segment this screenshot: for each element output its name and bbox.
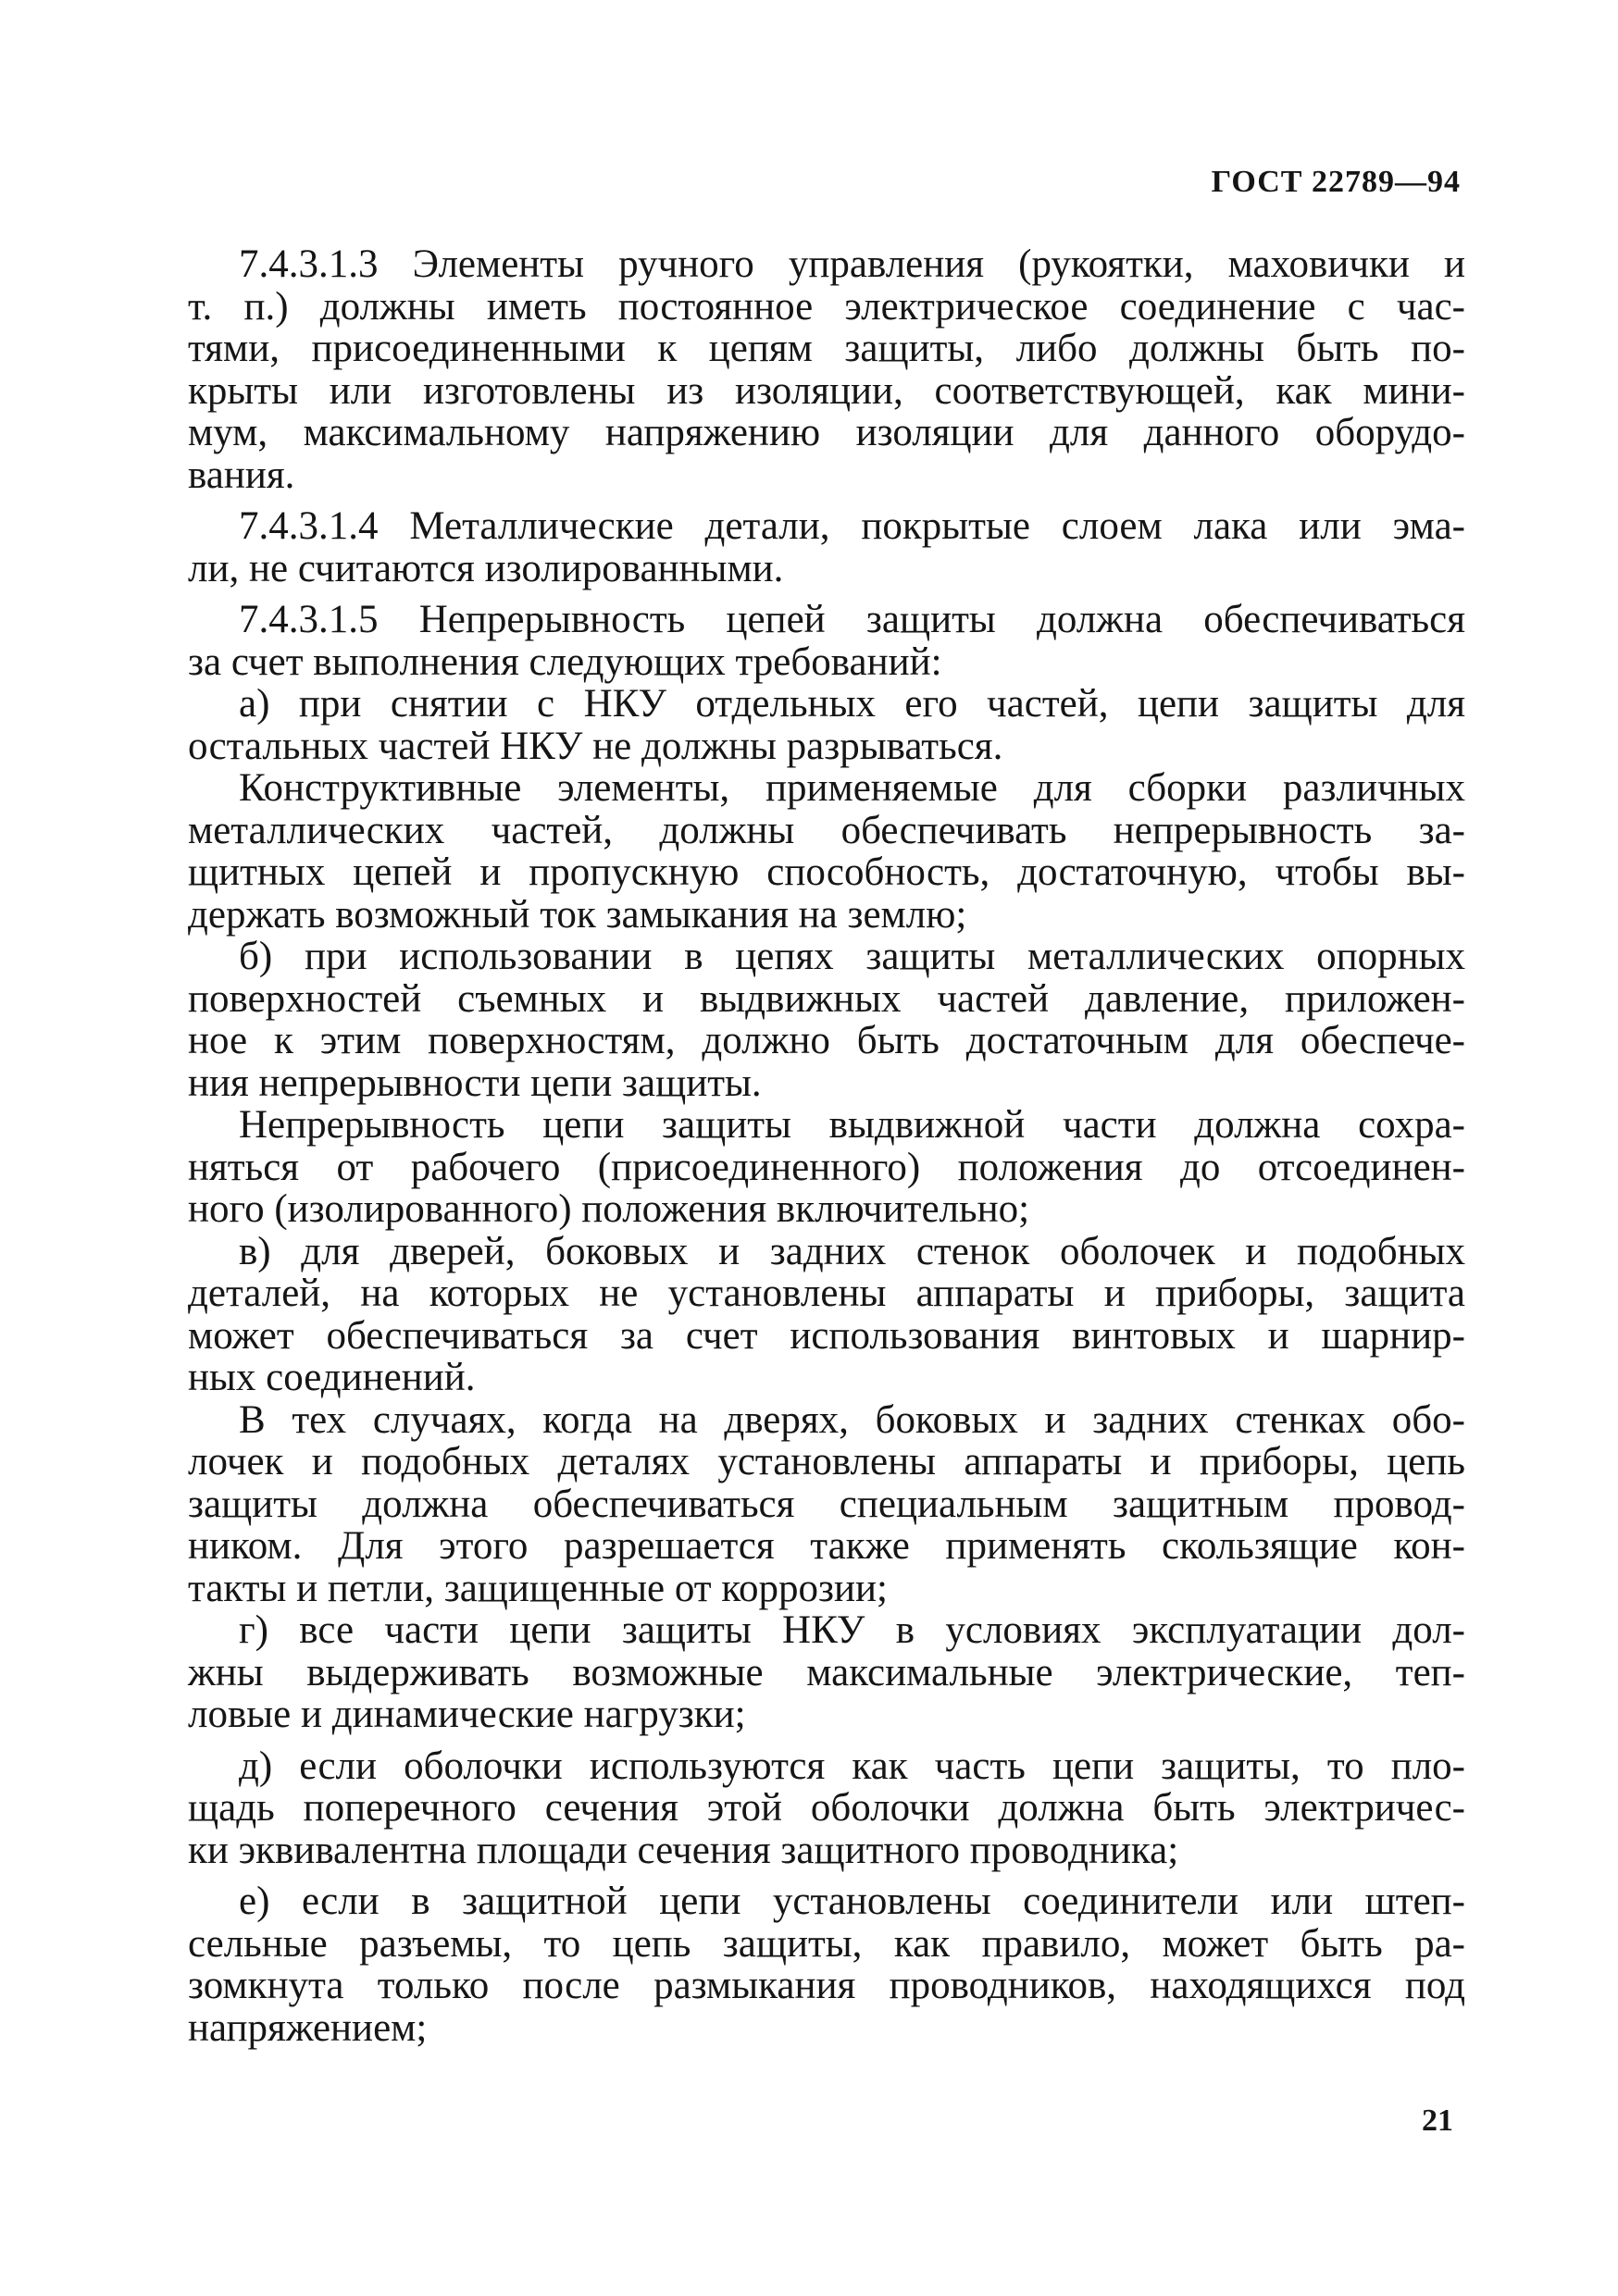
- text-line: 7.4.3.1.5 Непрерывность цепей защиты должна обеспечиваться: [239, 598, 1465, 641]
- text-line: деталей, на которых не установлены аппараты и приборы, защита: [188, 1272, 1465, 1315]
- text-line: ки эквивалентна площади сечения защитного проводника;: [188, 1828, 1179, 1872]
- text-line: Конструктивные элементы, применяемые для сборки различных: [239, 766, 1465, 810]
- text-line: ных соединений.: [188, 1356, 476, 1399]
- paragraph-constructive-elements: [188, 766, 1465, 937]
- text-line: ником. Для этого разрешается также применять скользящие кон-: [188, 1524, 1465, 1568]
- paragraph-doors: [188, 1397, 1465, 1610]
- list-item-v: [188, 1229, 1465, 1399]
- text-line: щадь поперечного сечения этой оболочки должна быть электричес-: [188, 1786, 1465, 1830]
- list-item-g: [188, 1608, 1465, 1736]
- paragraph-7-4-3-1-3: [188, 242, 1465, 497]
- text-line: ли, не считаются изолированными.: [188, 546, 784, 590]
- text-line: а) при снятии с НКУ отдельных его частей, цепи защиты для: [239, 682, 1465, 726]
- text-line: напряжением;: [188, 2005, 428, 2050]
- text-line: мум, максимальному напряжению изоляции для данного оборудо-: [188, 411, 1465, 454]
- text-line: е) если в защитной цепи установлены соединители или штеп-: [239, 1880, 1465, 1923]
- text-line: может обеспечиваться за счет использования винтовых и шарнир-: [188, 1313, 1465, 1358]
- text-line: сельные разъемы, то цепь защиты, как правило, может быть ра-: [188, 1921, 1465, 1966]
- document-body: [188, 242, 1465, 2050]
- list-item-e: [188, 1880, 1465, 2050]
- text-line: поверхностей съемных и выдвижных частей давление, приложен-: [188, 976, 1465, 1021]
- text-line: крыты или изготовлены из изоляции, соответствующей, как мини-: [188, 368, 1465, 413]
- text-line: 7.4.3.1.3 Элементы ручного управления (рукоятки, маховички и: [239, 242, 1465, 286]
- text-line: защиты должна обеспечиваться специальным защитным провод-: [188, 1482, 1465, 1526]
- text-line: металлических частей, должны обеспечивать непрерывность за-: [188, 808, 1465, 852]
- list-item-b: [188, 935, 1465, 1105]
- text-line: б) при использовании в цепях защиты металлических опорных: [239, 935, 1465, 978]
- text-line: щитных цепей и пропускную способность, достаточную, чтобы вы-: [188, 850, 1465, 894]
- text-line: жны выдерживать возможные максимальные электрические, теп-: [188, 1650, 1465, 1694]
- text-line: ное к этим поверхностям, должно быть достаточным для обеспече-: [188, 1019, 1465, 1062]
- text-line: тями, присоединенными к цепям защиты, либо должны быть по-: [188, 327, 1465, 370]
- text-line: в) для дверей, боковых и задних стенок оболочек и подобных: [239, 1229, 1465, 1273]
- list-item-a: [188, 682, 1465, 768]
- paragraph-7-4-3-1-5: [188, 598, 1465, 684]
- paragraph-continuity: [188, 1103, 1465, 1231]
- list-item-d: [188, 1744, 1465, 1872]
- text-line: остальных частей НКУ не должны разрываться.: [188, 724, 1003, 768]
- text-line: за счет выполнения следующих требований:: [188, 639, 942, 684]
- text-line: В тех случаях, когда на дверях, боковых и задних стенках обо-: [239, 1397, 1465, 1442]
- text-line: вания.: [188, 453, 295, 497]
- text-line: г) все части цепи защиты НКУ в условиях эксплуатации дол-: [239, 1608, 1465, 1652]
- text-line: такты и петли, защищенные от коррозии;: [188, 1566, 888, 1610]
- text-line: няться от рабочего (присоединенного) положения до отсоединен-: [188, 1145, 1465, 1189]
- text-line: ния непрерывности цепи защиты.: [188, 1061, 762, 1105]
- page-number: 21: [1422, 2104, 1453, 2138]
- text-line: зомкнута только после размыкания проводников, находящихся под: [188, 1964, 1465, 2007]
- text-line: держать возможный ток замыкания на землю;: [188, 892, 967, 937]
- text-line: д) если оболочки используются как часть цепи защиты, то пло-: [239, 1744, 1465, 1788]
- standard-header: ГОСТ 22789—94: [1211, 165, 1461, 199]
- text-line: т. п.) должны иметь постоянное электрическое соединение с час-: [188, 284, 1465, 329]
- paragraph-7-4-3-1-4: [188, 504, 1465, 590]
- text-line: ловые и динамические нагрузки;: [188, 1693, 746, 1736]
- text-line: ного (изолированного) положения включительно;: [188, 1187, 1030, 1231]
- text-line: Непрерывность цепи защиты выдвижной части должна сохра-: [239, 1103, 1465, 1147]
- text-line: 7.4.3.1.4 Металлические детали, покрытые слоем лака или эма-: [239, 504, 1465, 548]
- text-line: лочек и подобных деталях установлены аппараты и приборы, цепь: [188, 1440, 1465, 1483]
